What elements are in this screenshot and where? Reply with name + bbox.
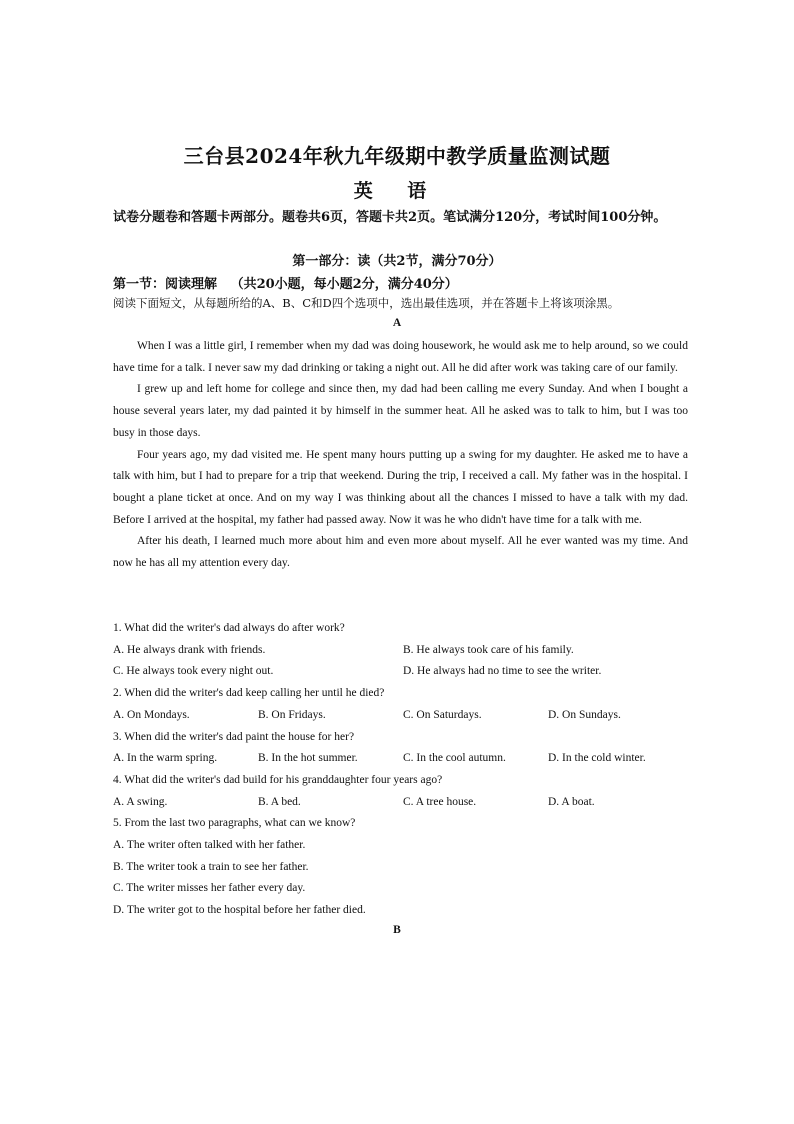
option-row (113, 640, 693, 662)
question-stem: 2. When did the writer's dad keep calling her until he died? (113, 687, 385, 700)
answer-option: A. A swing. (113, 795, 168, 808)
answer-option: C. The writer misses her father every day. (113, 882, 306, 895)
question-stem: 5. From the last two paragraphs, what can we know? (113, 817, 356, 830)
section-one-heading: 第一节：阅读理解 （共20小题，每小题2分，满分40分） (113, 277, 458, 292)
answer-option: D. On Sundays. (548, 708, 621, 721)
part-one-heading: 第一部分：读（共2节，满分70分） (292, 254, 502, 269)
subject-title: 英 语 (353, 180, 441, 202)
answer-option: C. On Saturdays. (403, 708, 482, 721)
question-stem: 1. What did the writer's dad always do after work? (113, 622, 345, 634)
answer-option: A. In the warm spring. (113, 752, 218, 765)
passage-a-letter: A (392, 317, 402, 329)
exam-title: 三台县2024年秋九年级期中教学质量监测试题 (183, 144, 611, 168)
passage-paragraph: I grew up and left home for college and since then, my dad had been calling me every Sunday. And when I bought a house several years later, my dad painted it by himself in the summer heat. All he asked was to talk to him, but I was too busy in those days. (113, 383, 688, 439)
answer-option: A. On Mondays. (113, 708, 190, 721)
question-stem: 3. When did the writer's dad paint the house for her? (113, 730, 355, 743)
option-row (113, 661, 693, 683)
passage-b-letter: B (393, 924, 401, 936)
answer-option: B. He always took care of his family. (403, 643, 574, 656)
answer-option: D. He always had no time to see the writer. (403, 665, 602, 678)
answer-option: D. A boat. (548, 795, 595, 808)
passage-paragraph: When I was a little girl, I remember when my dad was doing housework, he would ask me to help around, so we could have time for a talk. I never saw my dad drinking or taking a night out. All he did after work was taking care of our family. (113, 340, 688, 374)
exam-intro: 试卷分题卷和答题卡两部分。题卷共6页，答题卡共2页。笔试满分120分，考试时间100分钟。 (113, 210, 667, 225)
answer-option: D. The writer got to the hospital before her father died. (113, 904, 366, 917)
answer-option: C. In the cool autumn. (403, 752, 506, 765)
answer-option: B. In the hot summer. (258, 752, 358, 765)
option-row (113, 705, 693, 727)
option-row (113, 792, 693, 814)
passage-a (113, 336, 688, 575)
answer-option: B. The writer took a train to see her father. (113, 860, 309, 873)
passage-paragraph: After his death, I learned much more about him and even more about myself. All he ever wanted was my time. And now he has all my attention every day. (113, 535, 688, 570)
answer-option: A. He always drank with friends. (113, 643, 266, 656)
reading-instructions: 阅读下面短文，从每题所给的A、B、C和D四个选项中，选出最佳选项，并在答题卡上将该项涂黑。 (113, 296, 620, 310)
question-stem: 4. What did the writer's dad build for his granddaughter four years ago? (113, 773, 443, 786)
answer-option: C. A tree house. (403, 795, 477, 808)
answer-option: C. He always took every night out. (113, 665, 274, 678)
option-row (113, 748, 693, 770)
answer-option: B. On Fridays. (258, 708, 326, 721)
passage-paragraph: Four years ago, my dad visited me. He spent many hours putting up a swing for my daughter. He asked me to have a talk with him, but I had to prepare for a trip that weekend. During the trip, I received a call. My father was in the hospital. I bought a plane ticket at once. And on my way I was thinking about all the chances I missed to have a talk with my dad. Before I arrived at the hospital, my father had passed away. Now it was he who didn't have time for a talk with me. (113, 448, 688, 526)
answer-option: B. A bed. (258, 795, 301, 808)
question-list (113, 618, 693, 922)
answer-option: D. In the cold winter. (548, 752, 646, 765)
answer-option: A. The writer often talked with her father. (113, 839, 306, 852)
